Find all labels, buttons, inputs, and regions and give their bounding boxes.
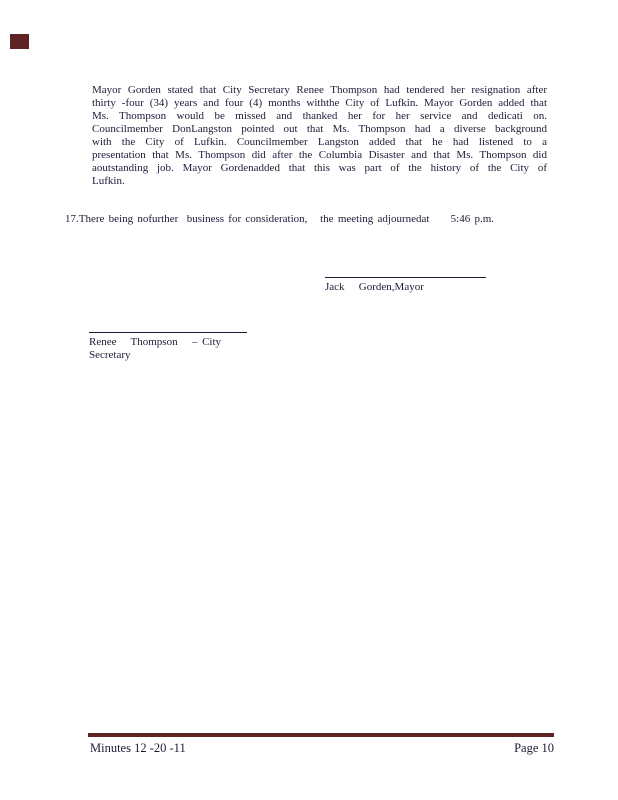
footer-divider-bar (88, 733, 554, 737)
paragraph-line: thirty -four (34) years and four (4) months withthe City of Lufkin. Mayor Gorden added that (92, 97, 547, 109)
minutes-paragraph (92, 84, 547, 188)
secretary-signature-label: Renee Thompson – City Secretary (89, 336, 231, 361)
mayor-signature-label: Jack Gorden,Mayor (325, 281, 424, 293)
footer-doc-title: Minutes 12 -20 -11 (90, 741, 186, 755)
mayor-signature-block (325, 277, 486, 294)
footer-page-number: Page 10 (514, 741, 554, 755)
secretary-signature-block (89, 332, 247, 362)
paragraph-line: Ms. Thompson would be missed and thanked her for her service and dedicati on. (92, 110, 547, 122)
agenda-item-17: 17.There being nofurther business for consideration, the meeting adjournedat 5:46 p.m. (65, 213, 495, 225)
paragraph-line: aoutstanding job. Mayor Gordenadded that this was part of the history of the City of (92, 162, 547, 174)
paragraph-line: with the City of Lufkin. Councilmember Langston added that he had listened to a (92, 136, 547, 148)
paragraph-line: presentation that Ms. Thompson did after the Columbia Disaster and that Ms. Thompson did (92, 149, 547, 161)
corner-accent-mark (10, 34, 29, 49)
paragraph-line: Lufkin. (92, 175, 125, 187)
paragraph-line: Councilmember DonLangston pointed out that Ms. Thompson had a diverse background (92, 123, 547, 135)
paragraph-line: Mayor Gorden stated that City Secretary Renee Thompson had tendered her resignation after (92, 84, 547, 96)
